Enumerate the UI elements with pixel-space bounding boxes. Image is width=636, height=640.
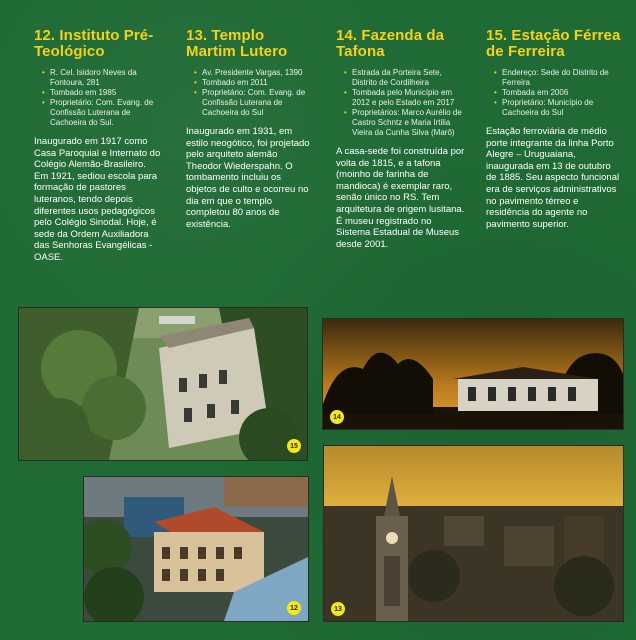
list-item: • Proprietário: Município de Cachoeira do Sul bbox=[496, 98, 622, 118]
list-item: • Tombada pelo Município em 2012 e pelo Estado em 2017 bbox=[346, 88, 466, 108]
photo-badge: 15 bbox=[287, 439, 301, 453]
section-body: Inaugurado em 1931, em estilo neogótico, foi projetado pelo arquiteto alemão Theodor Wiederspahn. O tombamento incluiu os objetos de culto e ocorreu no dia em que o templo completou 80 anos de existência. bbox=[186, 126, 310, 230]
details-list bbox=[186, 68, 314, 118]
details-list bbox=[336, 68, 466, 138]
institute-illustration bbox=[84, 477, 308, 621]
photo-instituto bbox=[83, 476, 309, 622]
photo-badge: 14 bbox=[330, 410, 344, 424]
list-item: • Tombado em 1985 bbox=[44, 88, 162, 98]
details-list bbox=[34, 68, 162, 128]
list-item: • Proprietário: Com. Evang. de Confissão Luterana de Cachoeira do Sul bbox=[196, 88, 314, 118]
list-item: • R. Cel. Isidoro Neves da Fontoura, 281 bbox=[44, 68, 162, 88]
list-item: • Tombado em 2011 bbox=[196, 78, 314, 88]
section-title: 13. Templo Martim Lutero bbox=[186, 27, 288, 60]
list-item: • Estrada da Porteira Sete, Distrito de Cordilheira bbox=[346, 68, 466, 88]
section-13 bbox=[186, 28, 314, 230]
photo-estacao bbox=[18, 307, 308, 461]
list-item: • Tombada em 2006 bbox=[496, 88, 622, 98]
farm-illustration bbox=[323, 319, 623, 429]
photo-fazenda bbox=[322, 318, 624, 430]
section-title: 12. Instituto Pré-Teológico bbox=[34, 27, 154, 60]
section-body: Estação ferroviária de médio porte integrante da linha Porto Alegre – Uruguaiana, inaugurada em 13 de outubro de 1885. Seu aspecto funcional era de serviços administrativos no pavimento térreo e residência do agente no pavimento superior. bbox=[486, 126, 620, 230]
section-title: 15. Estação Férrea de Ferreira bbox=[486, 27, 621, 60]
section-title: 14. Fazenda da Tafona bbox=[336, 27, 445, 60]
section-15 bbox=[486, 28, 622, 230]
list-item: • Endereço: Sede do Distrito de Ferreira bbox=[496, 68, 622, 88]
temple-illustration bbox=[324, 446, 623, 621]
station-illustration bbox=[19, 308, 307, 460]
section-body: Inaugurado em 1917 como Casa Paroquial e Internato do Colégio Alemão-Brasileiro. Em 1921, sediou escola para formação de pastores luteranos, tendo depois diferentes usos pedagógicos pelo Colégio Sinodal. Hoje, é sede da Ordem Auxiliadora das Senhoras Evangélicas - OASE. bbox=[34, 136, 161, 263]
photo-badge: 12 bbox=[287, 601, 301, 615]
details-list bbox=[486, 68, 622, 118]
list-item: • Proprietário: Com. Evang. de Confissão Luterana de Cachoeira do Sul. bbox=[44, 98, 162, 128]
list-item: • Proprietários: Marco Aurélio de Castro Schntz e Maria Irtilia Vieira da Cunha Silva (Marô) bbox=[346, 108, 466, 138]
section-14 bbox=[336, 28, 466, 250]
list-item: • Av. Presidente Vargas, 1390 bbox=[196, 68, 314, 78]
section-body: A casa-sede foi construída por volta de 1815, e a tafona (moinho de farinha de mandioca) é exemplar raro, senão único no RS. Tem arquitetura de origem lusitana. É museu registrado no Sistema Estadual de Museus desde 2001. bbox=[336, 146, 465, 250]
section-12 bbox=[34, 28, 162, 264]
photo-badge: 13 bbox=[331, 602, 345, 616]
photo-templo bbox=[323, 445, 624, 622]
